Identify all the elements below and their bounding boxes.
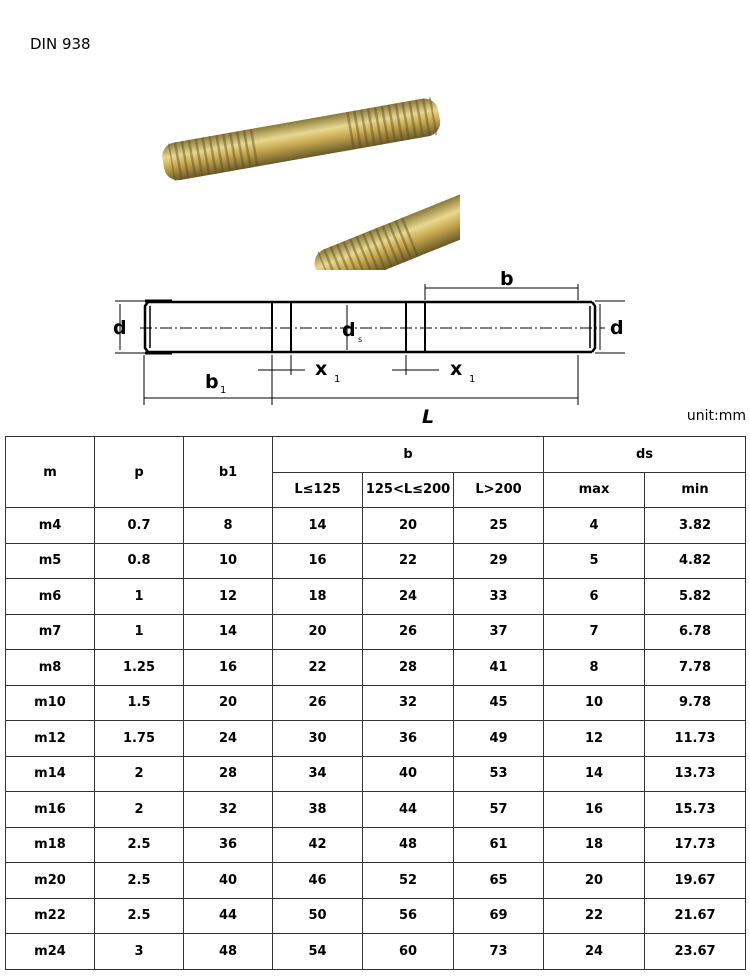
table-cell: 3.82: [645, 508, 746, 544]
label-ds: d: [342, 319, 356, 341]
table-cell: 17.73: [645, 827, 746, 863]
table-cell: m5: [6, 543, 95, 579]
table-cell: 1: [95, 579, 184, 615]
table-cell: 54: [273, 934, 363, 970]
table-cell: 20: [273, 614, 363, 650]
stud-dimension-drawing: [100, 260, 640, 430]
table-cell: 20: [184, 685, 273, 721]
table-cell: m4: [6, 508, 95, 544]
table-cell: m22: [6, 898, 95, 934]
table-cell: 22: [363, 543, 454, 579]
table-cell: m20: [6, 863, 95, 899]
table-cell: 7: [544, 614, 645, 650]
table-cell: 41: [454, 650, 544, 686]
table-cell: 45: [454, 685, 544, 721]
label-x1-left-sub: 1: [334, 374, 341, 385]
table-cell: 3: [95, 934, 184, 970]
table-cell: 1.5: [95, 685, 184, 721]
table-cell: 18: [273, 579, 363, 615]
table-cell: 6: [544, 579, 645, 615]
table-cell: m7: [6, 614, 95, 650]
table-cell: 23.67: [645, 934, 746, 970]
table-cell: 29: [454, 543, 544, 579]
table-cell: 26: [363, 614, 454, 650]
table-row: [6, 650, 746, 686]
table-row: [6, 827, 746, 863]
header-ds-min: min: [645, 472, 746, 508]
header-b1: b1: [184, 437, 273, 508]
table-cell: 69: [454, 898, 544, 934]
label-b1-sub: 1: [220, 385, 227, 396]
table-cell: 52: [363, 863, 454, 899]
table-cell: 24: [544, 934, 645, 970]
table-cell: 0.8: [95, 543, 184, 579]
label-b1: b: [205, 371, 219, 393]
table-cell: 6.78: [645, 614, 746, 650]
unit-label: unit:mm: [686, 408, 746, 424]
table-cell: 24: [184, 721, 273, 757]
label-d-right: d: [610, 317, 624, 339]
table-cell: 20: [363, 508, 454, 544]
table-cell: m12: [6, 721, 95, 757]
table-cell: 36: [184, 827, 273, 863]
table-cell: 46: [273, 863, 363, 899]
table-cell: 16: [184, 650, 273, 686]
table-cell: 65: [454, 863, 544, 899]
table-cell: 1.75: [95, 721, 184, 757]
table-cell: 2: [95, 756, 184, 792]
stud-bolts-photo: [140, 90, 460, 270]
label-x1-right-sub: 1: [469, 374, 476, 385]
header-p: p: [95, 437, 184, 508]
header-b-l125-200: 125<L≤200: [363, 472, 454, 508]
header-ds-max: max: [544, 472, 645, 508]
table-cell: 22: [544, 898, 645, 934]
table-cell: 2: [95, 792, 184, 828]
table-cell: m24: [6, 934, 95, 970]
table-cell: 10: [184, 543, 273, 579]
table-cell: 9.78: [645, 685, 746, 721]
table-row: [6, 721, 746, 757]
table-row: [6, 934, 746, 970]
table-cell: m16: [6, 792, 95, 828]
table-row: [6, 898, 746, 934]
table-cell: m14: [6, 756, 95, 792]
table-row: [6, 685, 746, 721]
table-cell: 7.78: [645, 650, 746, 686]
table-cell: 53: [454, 756, 544, 792]
table-row: [6, 579, 746, 615]
dimension-table: [5, 436, 746, 970]
table-cell: 18: [544, 827, 645, 863]
table-cell: 12: [184, 579, 273, 615]
table-row: [6, 756, 746, 792]
table-cell: 73: [454, 934, 544, 970]
table-cell: m10: [6, 685, 95, 721]
table-cell: 5: [544, 543, 645, 579]
table-cell: 36: [363, 721, 454, 757]
table-row: [6, 792, 746, 828]
table-row: [6, 614, 746, 650]
table-cell: 22: [273, 650, 363, 686]
table-cell: 15.73: [645, 792, 746, 828]
header-b: b: [273, 437, 544, 473]
table-cell: 37: [454, 614, 544, 650]
table-cell: 24: [363, 579, 454, 615]
table-cell: 32: [184, 792, 273, 828]
table-cell: 30: [273, 721, 363, 757]
header-b-l125: L≤125: [273, 472, 363, 508]
table-cell: 5.82: [645, 579, 746, 615]
table-cell: m6: [6, 579, 95, 615]
table-cell: m8: [6, 650, 95, 686]
header-m: m: [6, 437, 95, 508]
table-cell: 40: [363, 756, 454, 792]
table-cell: 44: [363, 792, 454, 828]
table-cell: 60: [363, 934, 454, 970]
table-cell: 28: [184, 756, 273, 792]
table-cell: 44: [184, 898, 273, 934]
table-cell: 42: [273, 827, 363, 863]
table-cell: 48: [363, 827, 454, 863]
table-cell: 19.67: [645, 863, 746, 899]
table-cell: 2.5: [95, 863, 184, 899]
table-cell: 16: [544, 792, 645, 828]
table-cell: 25: [454, 508, 544, 544]
label-b: b: [500, 268, 514, 290]
table-cell: 8: [184, 508, 273, 544]
table-cell: 61: [454, 827, 544, 863]
table-cell: 56: [363, 898, 454, 934]
table-cell: 57: [454, 792, 544, 828]
table-cell: 14: [273, 508, 363, 544]
table-cell: 33: [454, 579, 544, 615]
table-cell: 26: [273, 685, 363, 721]
table-cell: 40: [184, 863, 273, 899]
table-cell: 2.5: [95, 898, 184, 934]
label-L: L: [422, 406, 435, 428]
page-title: DIN 938: [30, 35, 91, 53]
table-cell: 8: [544, 650, 645, 686]
table-cell: 48: [184, 934, 273, 970]
table-cell: 20: [544, 863, 645, 899]
table-cell: 28: [363, 650, 454, 686]
header-b-l200: L>200: [454, 472, 544, 508]
label-x1-left: x: [315, 358, 328, 380]
header-ds: ds: [544, 437, 746, 473]
table-cell: 4.82: [645, 543, 746, 579]
table-cell: 1: [95, 614, 184, 650]
table-cell: 1.25: [95, 650, 184, 686]
table-cell: 50: [273, 898, 363, 934]
label-d-left: d: [113, 317, 127, 339]
table-row: [6, 543, 746, 579]
table-row: [6, 508, 746, 544]
table-cell: 14: [184, 614, 273, 650]
table-cell: 16: [273, 543, 363, 579]
table-cell: 34: [273, 756, 363, 792]
label-x1-right: x: [450, 358, 463, 380]
table-cell: 38: [273, 792, 363, 828]
table-row: [6, 863, 746, 899]
table-cell: 13.73: [645, 756, 746, 792]
table-cell: 32: [363, 685, 454, 721]
table-cell: 12: [544, 721, 645, 757]
label-ds-sub: s: [358, 335, 363, 344]
table-cell: 49: [454, 721, 544, 757]
table-cell: 10: [544, 685, 645, 721]
table-cell: 0.7: [95, 508, 184, 544]
table-cell: 21.67: [645, 898, 746, 934]
table-cell: 4: [544, 508, 645, 544]
table-cell: 2.5: [95, 827, 184, 863]
table-cell: m18: [6, 827, 95, 863]
table-cell: 14: [544, 756, 645, 792]
table-cell: 11.73: [645, 721, 746, 757]
